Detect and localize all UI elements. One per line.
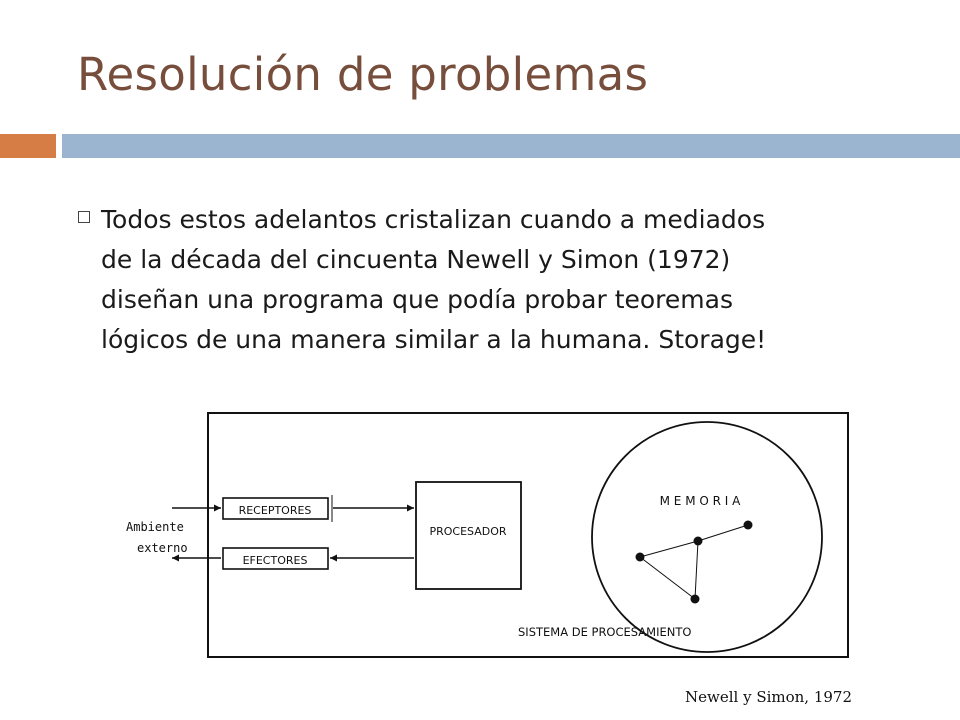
bullet-item	[78, 200, 898, 360]
memory-node	[744, 521, 753, 530]
bullet-text: Todos estos adelantos cristalizan cuando a mediados de la década del cincuenta Newell y Simon (1972) diseñan una programa que podía probar teoremas lógicos de una manera similar a la humana. Storage!	[101, 205, 767, 354]
memory-node	[691, 595, 700, 604]
memoria-label: M E M O R I A	[659, 494, 741, 508]
memory-node	[636, 553, 645, 562]
square-bullet-icon	[78, 211, 90, 223]
accent-bar	[0, 134, 56, 158]
efectores-label: EFECTORES	[242, 554, 308, 567]
title-underline-bar	[62, 134, 960, 158]
memory-node	[694, 537, 703, 546]
ambiente-label-line1: Ambiente	[126, 520, 184, 534]
sistema-label: SISTEMA DE PROCESAMIENTO	[518, 625, 692, 639]
slide-title: Resolución de problemas	[77, 48, 649, 101]
procesador-label: PROCESADOR	[429, 525, 507, 538]
processing-system-diagram	[120, 400, 860, 710]
ambiente-label-line2: externo	[137, 541, 188, 555]
figure-caption: Newell y Simon, 1972	[685, 688, 853, 706]
receptores-label: RECEPTORES	[238, 504, 312, 517]
memoria-circle	[592, 422, 822, 652]
